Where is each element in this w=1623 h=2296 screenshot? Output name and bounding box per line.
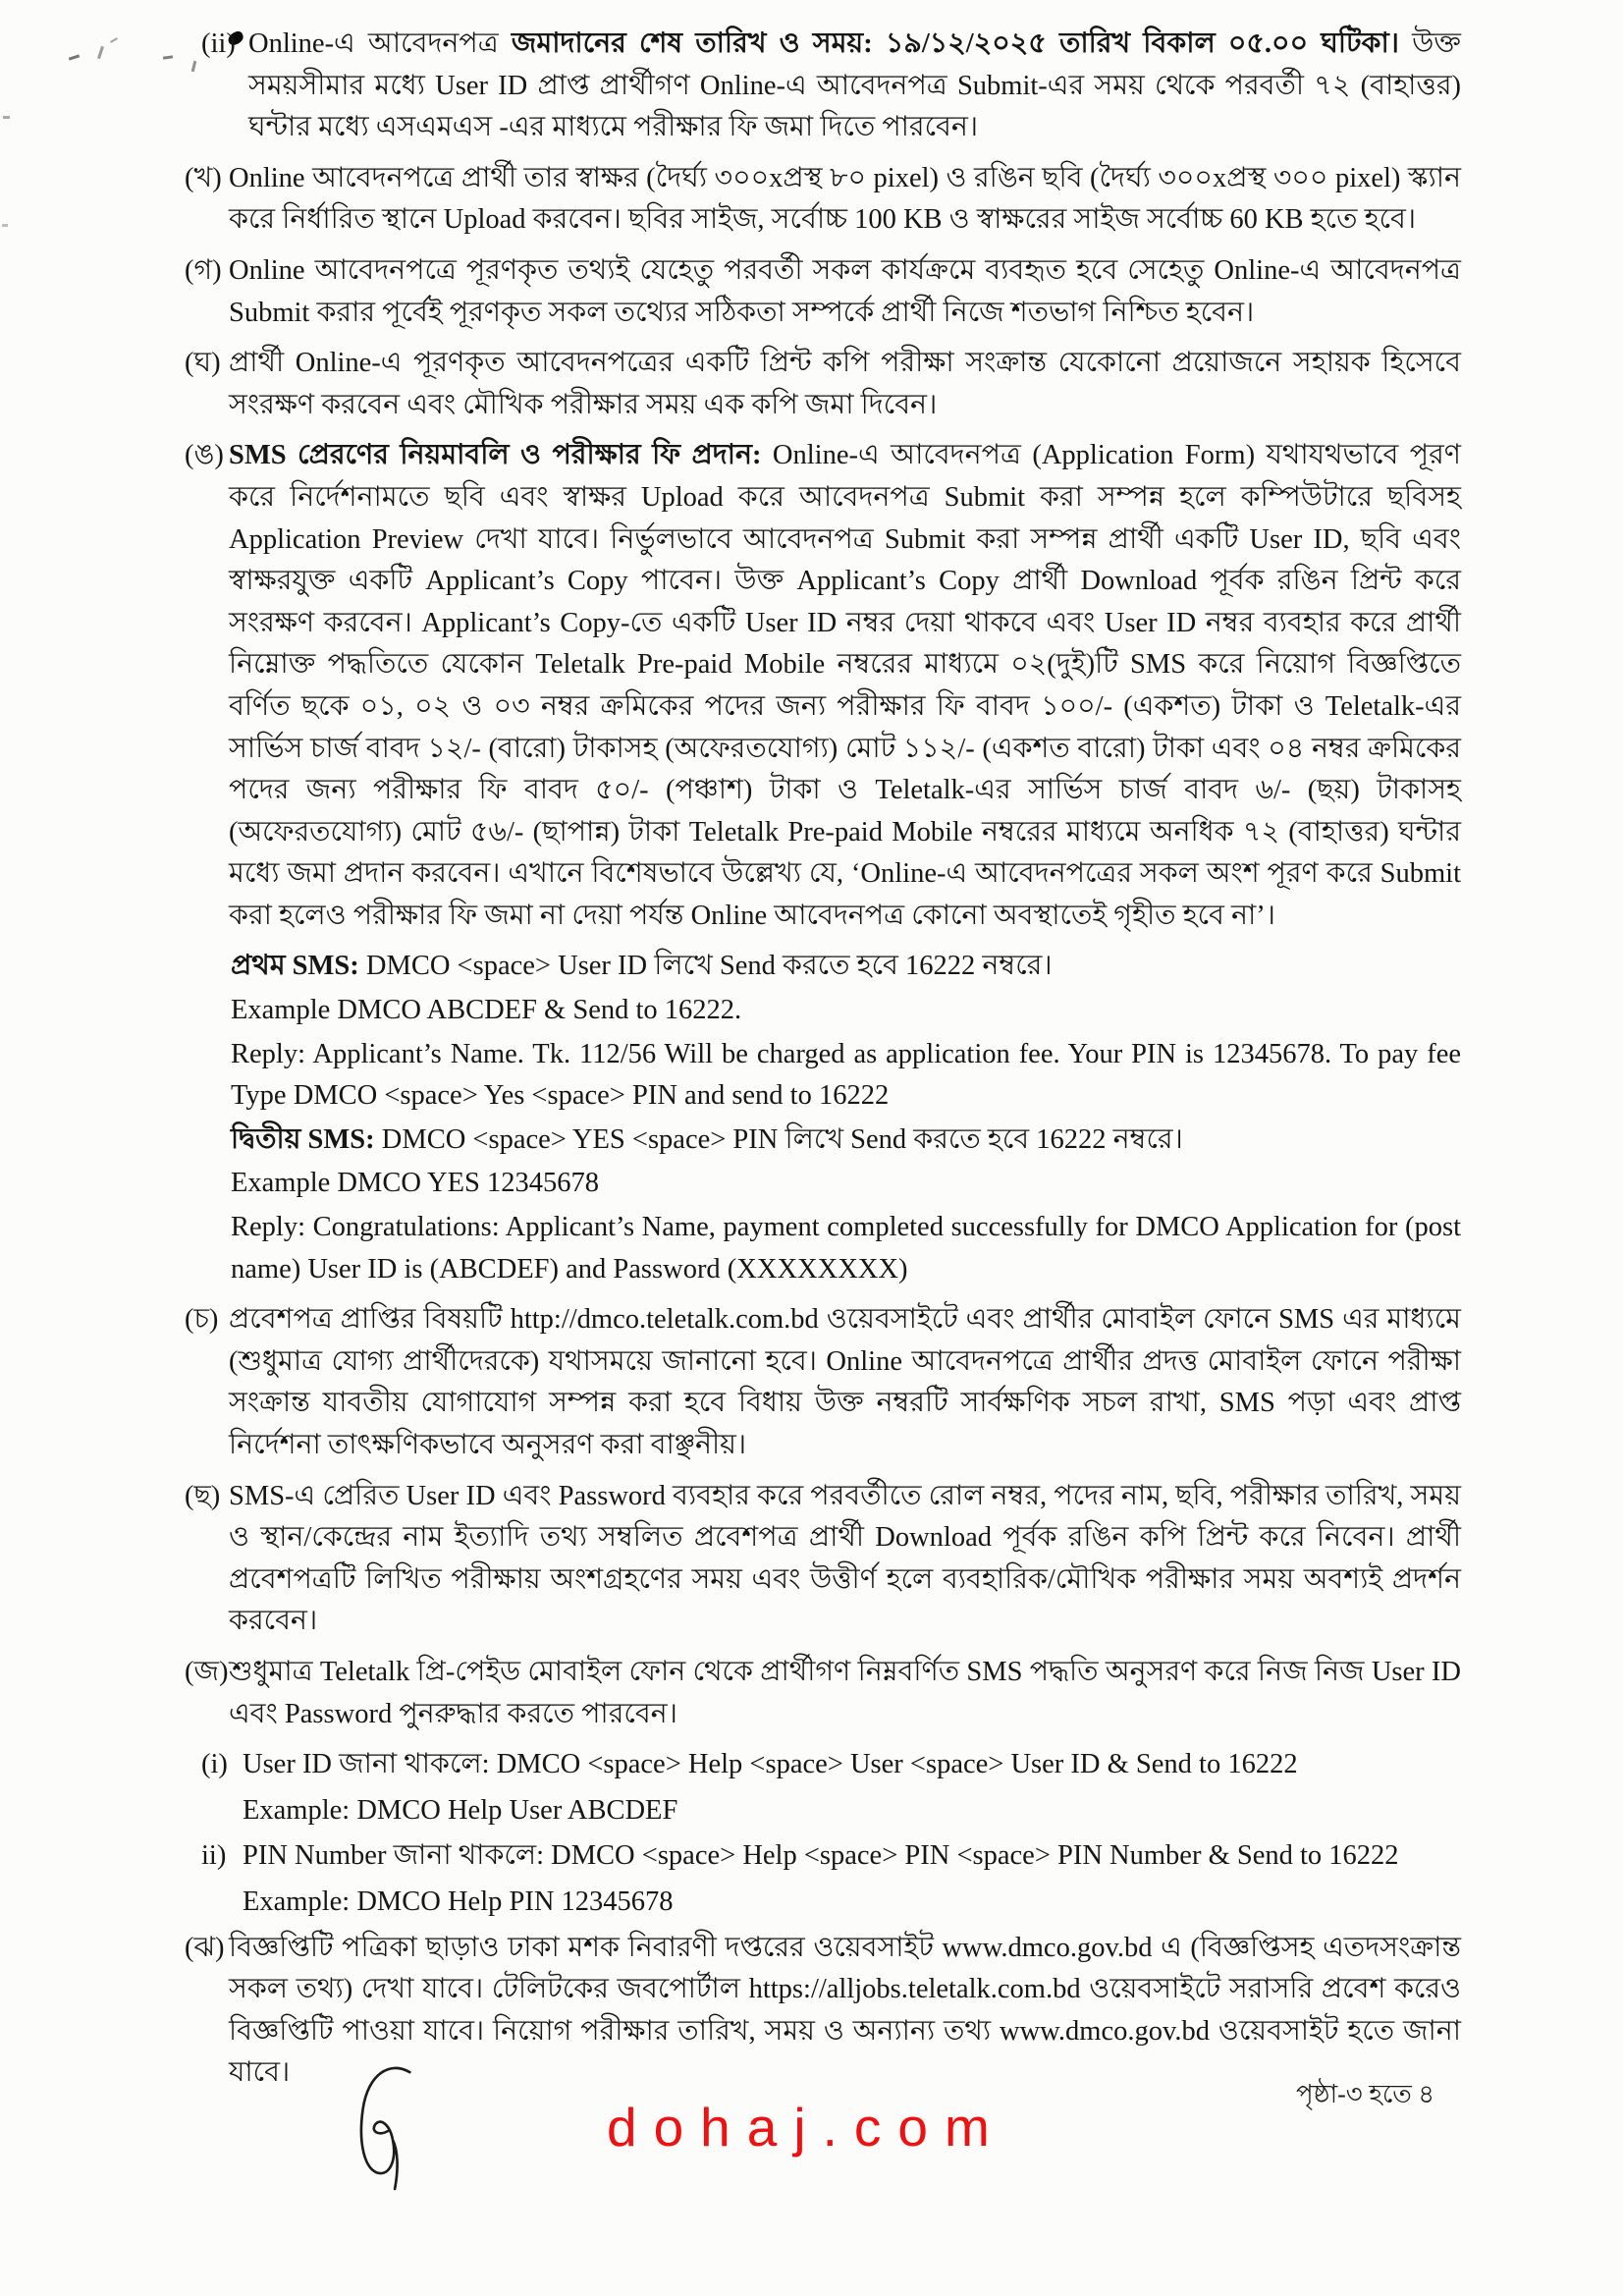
scan-speck [163, 55, 173, 59]
sms-second-text: DMCO <space> YES <space> PIN লিখে Send করতে হবে 16222 নম্বরে। [374, 1123, 1183, 1155]
item-label-kha: (খ) [185, 162, 222, 193]
paragraph-text: প্রার্থী Online-এ পূরণকৃত আবেদনপত্রের একটি প্রিন্ট কপি পরীক্ষা সংক্রান্ত যেকোনো প্রয়োজনে সহায়ক হিসেবে সংরক্ষণ করবেন এবং মৌখিক পরীক্ষার সময় এক কপি জমা দিবেন। [229, 348, 1461, 420]
paragraph-ga [185, 250, 1461, 334]
item-label-uno: (ঙ) [185, 440, 224, 471]
paragraph-chha [185, 1476, 1461, 1643]
sms-second-heading [231, 1120, 1461, 1162]
document-body [185, 24, 1461, 2104]
watermark-dohaj: dohaj.com [607, 2097, 1006, 2158]
sms-first-reply: Reply: Applicant’s Name. Tk. 112/56 Will be charged as application fee. Your PIN is 12345678. To pay fee Type DMCO <space> Yes <space> PIN and send to 16222 [231, 1038, 1461, 1112]
help-item-text: PIN Number জানা থাকলে: DMCO <space> Help <space> PIN <space> PIN Number & Send to 16222 [243, 1840, 1399, 1872]
paragraph-text: Online আবেদনপত্রে প্রার্থী তার স্বাক্ষর (দৈর্ঘ্য ৩০০xপ্রস্থ ৮০ pixel) ও রঙিন ছবি (দৈর্ঘ্য ৩০০xপ্রস্থ ৩০০ pixel) স্ক্যান করে নির্ধারিত স্থানে Upload করবেন। ছবির সাইজ, সর্বোচ্চ 100 KB ও স্বাক্ষরের সাইজ সর্বোচ্চ 60 KB হতে হবে। [229, 162, 1461, 236]
item-label-i: (i) [201, 1749, 228, 1780]
paragraph-text: SMS-এ প্রেরিত User ID এবং Password ব্যবহার করে পরবর্তীতে রোল নম্বর, পদের নাম, ছবি, পরীক্ষার তারিখ, সময় ও স্থান/কেন্দ্রের নাম ইত্যাদি তথ্য সম্বলিত প্রবেশপত্র প্রার্থী Download পূর্বক রঙিন কপি প্রিন্ট করে নিবেন। প্রার্থী প্রবেশপত্রটি লিখিত পরীক্ষায় অংশগ্রহণের সময় এবং উত্তীর্ণ হলে ব্যবহারিক/মৌখিক পরীক্ষার সময় অবশ্যই প্রদর্শন করবেন। [229, 1480, 1461, 1637]
item-label-ii: (ii) [201, 28, 236, 59]
item-label-chha: (ছ) [185, 1480, 221, 1511]
sms-first-heading [231, 946, 1461, 988]
deadline-bold-text: জমাদানের শেষ তারিখ ও সময়: ১৯/১২/২০২৫ তারিখ বিকাল ০৫.০০ ঘটিকা। [511, 28, 1399, 59]
sms-first-text: DMCO <space> User ID লিখে Send করতে হবে 16222 নম্বরে। [358, 951, 1053, 982]
scan-speck [3, 116, 10, 119]
signature-mark [352, 2062, 426, 2197]
sms-second-label: দ্বিতীয় SMS: [231, 1123, 375, 1155]
item-label-cha: (চ) [185, 1304, 219, 1336]
paragraph-gha [185, 343, 1461, 426]
sms-second-reply: Reply: Congratulations: Applicant’s Name, payment completed successfully for DMCO Application for (post name) User ID is (ABCDEF) and Password (XXXXXXXX) [231, 1212, 1461, 1285]
paragraph-ja [185, 1652, 1461, 1735]
paragraph-text: বিজ্ঞপ্তিটি পত্রিকা ছাড়াও ঢাকা মশক নিবারণী দপ্তরের ওয়েবসাইট www.dmco.gov.bd এ (বিজ্ঞপ্তিসহ এতদসংক্রান্ত সকল তথ্য) দেখা যাবে। টেলিটকের জবপোর্টাল https://alljobs.teletalk.com.bd ওয়েবসাইটে সরাসরি প্রবেশ করেও বিজ্ঞপ্তিটি পাওয়া যাবে। নিয়োগ পরীক্ষার তারিখ, সময় ও অন্যান্য তথ্য www.dmco.gov.bd ওয়েবসাইট হতে জানা যাবে। [229, 1932, 1461, 2089]
scan-speck [110, 37, 118, 43]
paragraph-text: প্রবেশপত্র প্রাপ্তির বিষয়টি http://dmco.teletalk.com.bd ওয়েবসাইটে এবং প্রার্থীর মোবাইল ফোনে SMS এর মাধ্যমে (শুধুমাত্র যোগ্য প্রার্থীদেরকে) যথাসময়ে জানানো হবে। Online আবেদনপত্রে প্রার্থীর প্রদত্ত মোবাইল ফোনে পরীক্ষা সংক্রান্ত যাবতীয় যোগাযোগ সম্পন্ন করা হবে বিধায় উক্ত নম্বরটি সার্বক্ষণিক সচল রাখা, SMS পড়া এবং প্রাপ্ত নির্দেশনা তাৎক্ষণিকভাবে অনুসরণ করা বাঞ্ছনীয়। [229, 1304, 1461, 1460]
item-label-ga: (গ) [185, 254, 222, 286]
paragraph-uno [185, 435, 1461, 937]
paragraph-kha [185, 158, 1461, 242]
item-label-jha: (ঝ) [185, 1932, 225, 1963]
help-item-pin [201, 1835, 1461, 1878]
sms-first-example: Example DMCO ABCDEF & Send to 16222. [231, 995, 742, 1026]
item-label-gha: (ঘ) [185, 348, 221, 379]
paragraph-text: Online আবেদনপত্রে পূরণকৃত তথ্যই যেহেতু পরবর্তী সকল কার্যক্রমে ব্যবহৃত হবে সেহেতু Online-এ আবেদনপত্র Submit করার পূর্বেই পূরণকৃত সকল তথ্যের সঠিকতা সম্পর্কে প্রার্থী নিজে শতভাগ নিশ্চিত হবেন। [229, 254, 1461, 328]
paragraph-ii [201, 24, 1461, 149]
paragraph-text: উক্ত সময়সীমার মধ্যে User ID প্রাপ্ত প্রার্থীগণ Online-এ আবেদনপত্র Submit-এর সময় থেকে পরবর্তী ৭২ (বাহাত্তর) ঘন্টার মধ্যে এসএমএস -এর মাধ্যমে পরীক্ষার ফি জমা দিতে পারবেন। [248, 28, 1461, 143]
help-item-text: User ID জানা থাকলে: DMCO <space> Help <space> User <space> User ID & Send to 16222 [243, 1749, 1298, 1780]
paragraph-text: Online-এ আবেদনপত্র (Application Form) যথাযথভাবে পূরণ করে নির্দেশনামতে ছবি এবং স্বাক্ষর Upload করে আবেদনপত্র Submit করা সম্পন্ন হলে কম্পিউটারে ছবিসহ Application Preview দেখা যাবে। নির্ভুলভাবে আবেদনপত্র Submit করা সম্পন্ন প্রার্থী একটি User ID, ছবি এবং স্বাক্ষরযুক্ত একটি Applicant’s Copy পাবেন। উক্ত Applicant’s Copy প্রার্থী Download পূর্বক রঙিন প্রিন্ট করে সংরক্ষণ করবেন। Applicant’s Copy-তে একটি User ID নম্বর দেয়া থাকবে এবং User ID নম্বর ব্যবহার করে প্রার্থী নিম্নোক্ত পদ্ধতিতে যেকোন Teletalk Pre-paid Mobile নম্বরের মাধ্যমে ০২(দুই)টি SMS করে নিয়োগ বিজ্ঞপ্তিতে বর্ণিত ছকে ০১, ০২ ও ০৩ নম্বর ক্রমিকের পদের জন্য পরীক্ষার ফি বাবদ ১০০/- (একশত) টাকা ও Teletalk-এর সার্ভিস চার্জ বাবদ ১২/- (বারো) টাকাসহ (অফেরতযোগ্য) মোট ১১২/- (একশত বারো) টাকা এবং ০৪ নম্বর ক্রমিকের পদের জন্য পরীক্ষার ফি বাবদ ৫০/- (পঞ্চাশ) টাকা ও Teletalk-এর সার্ভিস চার্জ বাবদ ৬/- (ছয়) টাকাসহ (অফেরতযোগ্য) মোট ৫৬/- (ছাপান্ন) টাকা Teletalk Pre-paid Mobile নম্বরের মাধ্যমে অনধিক ৭২ (বাহাত্তর) ঘন্টার মধ্যে জমা প্রদান করবেন। এখানে বিশেষভাবে উল্লেখ্য যে, ‘Online-এ আবেদনপত্রের সকল অংশ পূরণ করে Submit করা হলেও পরীক্ষার ফি জমা না দেয়া পর্যন্ত Online আবেদনপত্র কোনো অবস্থাতেই গৃহীত হবে না’। [229, 440, 1461, 931]
sms-instructions-block [231, 946, 1461, 1290]
sms-rules-heading: SMS প্রেরণের নিয়মাবলি ও পরীক্ষার ফি প্রদান: [229, 440, 762, 471]
paragraph-text: Online-এ আবেদনপত্র [248, 28, 512, 59]
item-label-ja: (জ) [185, 1656, 229, 1687]
sms-first-label: প্রথম SMS: [231, 951, 359, 982]
help-item-user-id [201, 1744, 1461, 1786]
scan-speck [69, 54, 80, 60]
page-number: পৃষ্ঠা-৩ হতে ৪ [1296, 2080, 1435, 2108]
help-item-user-id-example: Example: DMCO Help User ABCDEF [243, 1794, 678, 1826]
paragraph-cha [185, 1299, 1461, 1466]
scan-speck [97, 46, 104, 59]
scan-speck [2, 224, 8, 227]
paragraph-text: শুধুমাত্র Teletalk প্রি-পেইড মোবাইল ফোন থেকে প্রার্থীগণ নিম্নবর্ণিত SMS পদ্ধতি অনুসরণ করে নিজ নিজ User ID এবং Password পুনরুদ্ধার করতে পারবেন। [229, 1656, 1461, 1729]
sms-second-example: Example DMCO YES 12345678 [231, 1168, 599, 1199]
item-label-ii-help: ii) [201, 1840, 227, 1872]
help-item-pin-example: Example: DMCO Help PIN 12345678 [243, 1886, 674, 1917]
